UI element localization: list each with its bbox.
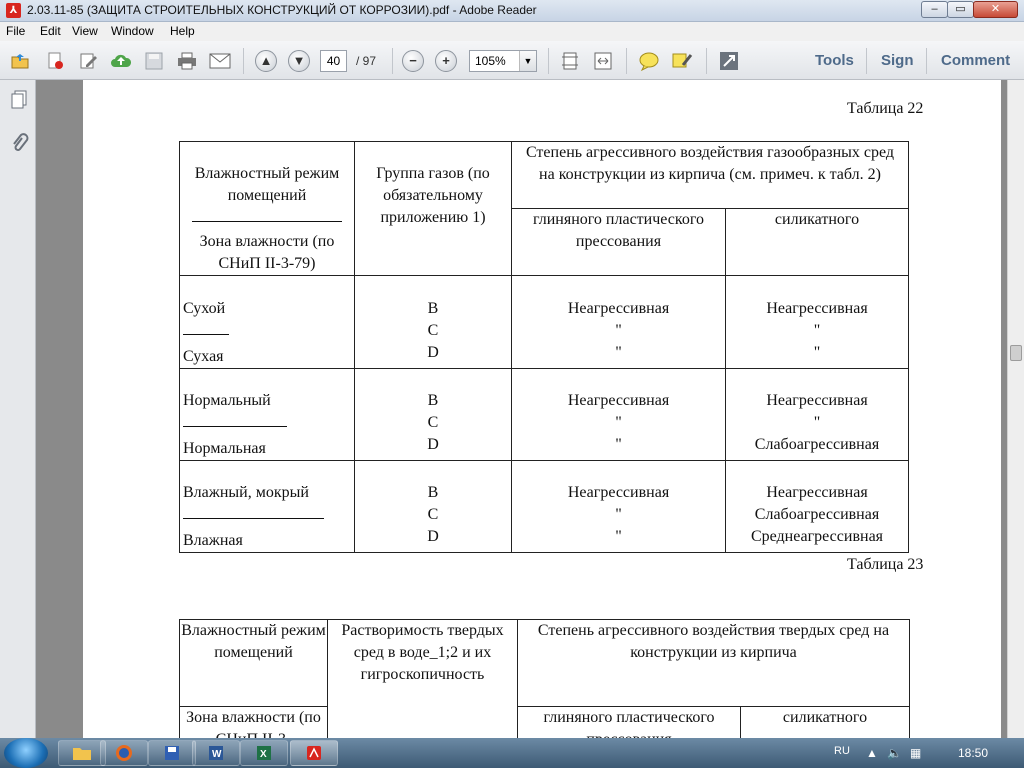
menu-edit[interactable]: Edit — [40, 24, 61, 38]
document-view[interactable] — [36, 80, 1007, 738]
table22-header-aggression: Степень агрессивного воздействия газообразных сред на конструкции из кирпича (см. примеч. к табл. 2) — [512, 142, 909, 209]
table23-caption: Таблица 23 — [847, 556, 924, 573]
tools-pane-button[interactable]: Tools — [815, 52, 854, 69]
header-regime-label: Влажностный режим помещений — [194, 165, 340, 204]
divider — [183, 327, 229, 335]
divider — [183, 511, 324, 519]
table-row — [180, 369, 909, 461]
header-zone-label: Зона влажности (по СНиП II-3-79) — [199, 233, 335, 272]
table22-caption: Таблица 22 — [847, 100, 924, 117]
save-taskbar-icon[interactable] — [148, 740, 196, 766]
clay-value: " — [615, 506, 622, 523]
toolbar-separator — [392, 48, 393, 74]
maximize-button[interactable]: ▭ — [947, 1, 974, 18]
expand-icon[interactable] — [718, 50, 740, 72]
comment-pane-button[interactable]: Comment — [941, 52, 1011, 69]
toolbar-separator — [548, 48, 549, 74]
regime-label: Влажный, мокрый — [183, 484, 309, 501]
table22-header-gas-group: Группа газов (по обязательному приложению 1) — [355, 142, 512, 276]
zoom-value: 105% — [475, 54, 506, 68]
regime-cell — [180, 461, 355, 553]
gas-value: D — [427, 528, 439, 545]
open-icon[interactable] — [9, 50, 31, 72]
silicate-value: Неагрессивная — [766, 392, 868, 409]
volume-icon[interactable]: 🔈 — [887, 746, 902, 760]
clay-value: Неагрессивная — [567, 392, 670, 409]
table23-header-silicate: силикатного — [741, 707, 910, 767]
clay-value: " — [615, 322, 622, 339]
clay-value: " — [615, 344, 622, 361]
gas-value: B — [427, 484, 439, 501]
network-icon[interactable]: ▦ — [910, 746, 922, 760]
pdf-page — [83, 80, 1001, 738]
regime-label: Нормальный — [183, 392, 271, 409]
silicate-cell — [726, 461, 909, 553]
sticky-note-icon[interactable] — [638, 50, 660, 72]
gas-value: C — [427, 322, 439, 339]
clay-value: Неагрессивная — [567, 484, 670, 501]
silicate-value: Слабоагрессивная — [754, 506, 880, 523]
clay-value: Неагрессивная — [567, 300, 670, 317]
silicate-value: " — [813, 322, 821, 339]
silicate-value: Среднеагрессивная — [750, 528, 884, 545]
sign-pane-button[interactable]: Sign — [881, 52, 914, 69]
adobe-reader-taskbar-icon[interactable] — [290, 740, 338, 766]
gas-value: C — [427, 506, 439, 523]
taskbar — [0, 738, 1024, 768]
fit-page-icon[interactable] — [559, 50, 581, 72]
attachments-icon[interactable] — [9, 132, 29, 154]
fit-width-icon[interactable] — [592, 50, 614, 72]
toolbar-separator — [243, 48, 244, 74]
explorer-taskbar-icon[interactable] — [58, 740, 106, 766]
zoom-out-icon[interactable]: − — [402, 50, 424, 72]
silicate-value: Слабоагрессивная — [754, 436, 880, 453]
toolbar-separator — [866, 48, 867, 74]
show-hidden-icons-icon[interactable]: ▲ — [866, 746, 878, 760]
print-icon[interactable] — [176, 50, 198, 72]
gas-cell — [355, 276, 512, 369]
table23-header-regime: Влажностный режим помещений — [180, 620, 328, 707]
vertical-scrollbar[interactable] — [1007, 80, 1024, 738]
zone-label: Сухая — [183, 348, 224, 365]
close-button[interactable]: ✕ — [973, 1, 1018, 18]
chevron-down-icon[interactable]: ▼ — [519, 51, 536, 71]
toolbar — [0, 41, 1024, 80]
zoom-select[interactable] — [469, 50, 537, 72]
start-button[interactable] — [4, 738, 48, 768]
gas-value: B — [427, 392, 439, 409]
page-number-input[interactable]: 40 — [320, 50, 347, 72]
toolbar-separator — [926, 48, 927, 74]
scrollbar-thumb[interactable] — [1010, 345, 1022, 361]
save-icon[interactable] — [143, 50, 165, 72]
page-thumbnails-icon[interactable] — [9, 90, 29, 112]
acrobat-icon: ⅄ — [6, 3, 21, 18]
regime-label: Сухой — [183, 300, 226, 317]
divider — [183, 419, 287, 427]
clay-value: " — [615, 436, 622, 453]
navigation-pane — [0, 80, 36, 738]
svg-text:W: W — [212, 749, 222, 760]
menu-file[interactable]: File — [6, 24, 26, 38]
upload-icon[interactable] — [110, 50, 132, 72]
gas-cell — [355, 461, 512, 553]
word-taskbar-icon[interactable] — [192, 740, 240, 766]
table22-header-regime — [180, 142, 355, 276]
silicate-value: Неагрессивная — [766, 300, 868, 317]
menu-help[interactable]: Help — [170, 24, 195, 38]
menu-window[interactable]: Window — [111, 24, 154, 38]
clay-value: " — [615, 528, 622, 545]
email-icon[interactable] — [209, 50, 231, 72]
silicate-value: " — [813, 344, 821, 361]
toolbar-separator — [626, 48, 627, 74]
next-page-icon[interactable]: ▼ — [288, 50, 310, 72]
table23-header-zone: Зона влажности (по — [180, 707, 328, 767]
toolbar-separator — [706, 48, 707, 74]
window-title: 2.03.11-85 (ЗАЩИТА СТРОИТЕЛЬНЫХ КОНСТРУКЦИЙ ОТ КОРРОЗИИ).pdf - Adobe Reader — [27, 3, 537, 17]
firefox-taskbar-icon[interactable] — [100, 740, 148, 766]
table22-header-clay: глиняного пластического прессования — [512, 209, 726, 276]
gas-value: D — [427, 436, 439, 453]
clay-cell — [512, 369, 726, 461]
zone-label: Влажная — [183, 532, 243, 549]
create-pdf-icon[interactable] — [44, 50, 66, 72]
table23-header-solubility: Растворимость твердых сред в воде_1;2 и их гигроскопичность — [328, 620, 518, 767]
gas-value: B — [427, 300, 439, 317]
divider — [192, 214, 342, 222]
silicate-cell — [726, 369, 909, 461]
menu-view[interactable]: View — [72, 24, 98, 38]
table23-header-clay: глиняного пластического — [518, 707, 741, 767]
gas-cell — [355, 369, 512, 461]
silicate-cell — [726, 276, 909, 369]
clay-cell — [512, 461, 726, 553]
table-row — [180, 461, 909, 553]
language-indicator[interactable]: RU — [834, 745, 850, 757]
zoom-in-icon[interactable]: + — [435, 50, 457, 72]
minimize-button[interactable]: ‒ — [921, 1, 948, 18]
table-22 — [179, 141, 909, 553]
page-total: / 97 — [356, 54, 377, 68]
clock[interactable]: 18:50 — [958, 746, 989, 760]
silicate-value: " — [813, 414, 821, 431]
silicate-value: Неагрессивная — [766, 484, 868, 501]
excel-taskbar-icon[interactable] — [240, 740, 288, 766]
table22-header-silicate: силикатного — [726, 209, 909, 276]
edit-icon[interactable] — [77, 50, 99, 72]
highlight-icon[interactable] — [671, 50, 693, 72]
previous-page-icon[interactable]: ▲ — [255, 50, 277, 72]
regime-cell — [180, 369, 355, 461]
gas-value: D — [427, 344, 439, 361]
table-row — [180, 276, 909, 369]
clay-value: " — [615, 414, 622, 431]
table23-header-aggression: Степень агрессивного воздействия твердых сред на конструкции из кирпича — [518, 620, 910, 707]
zone-label: Нормальная — [183, 440, 266, 457]
menu-bar — [0, 22, 1024, 41]
clay-cell — [512, 276, 726, 369]
title-bar — [0, 0, 1024, 22]
svg-text:X: X — [260, 749, 267, 760]
gas-value: C — [427, 414, 439, 431]
regime-cell — [180, 276, 355, 369]
